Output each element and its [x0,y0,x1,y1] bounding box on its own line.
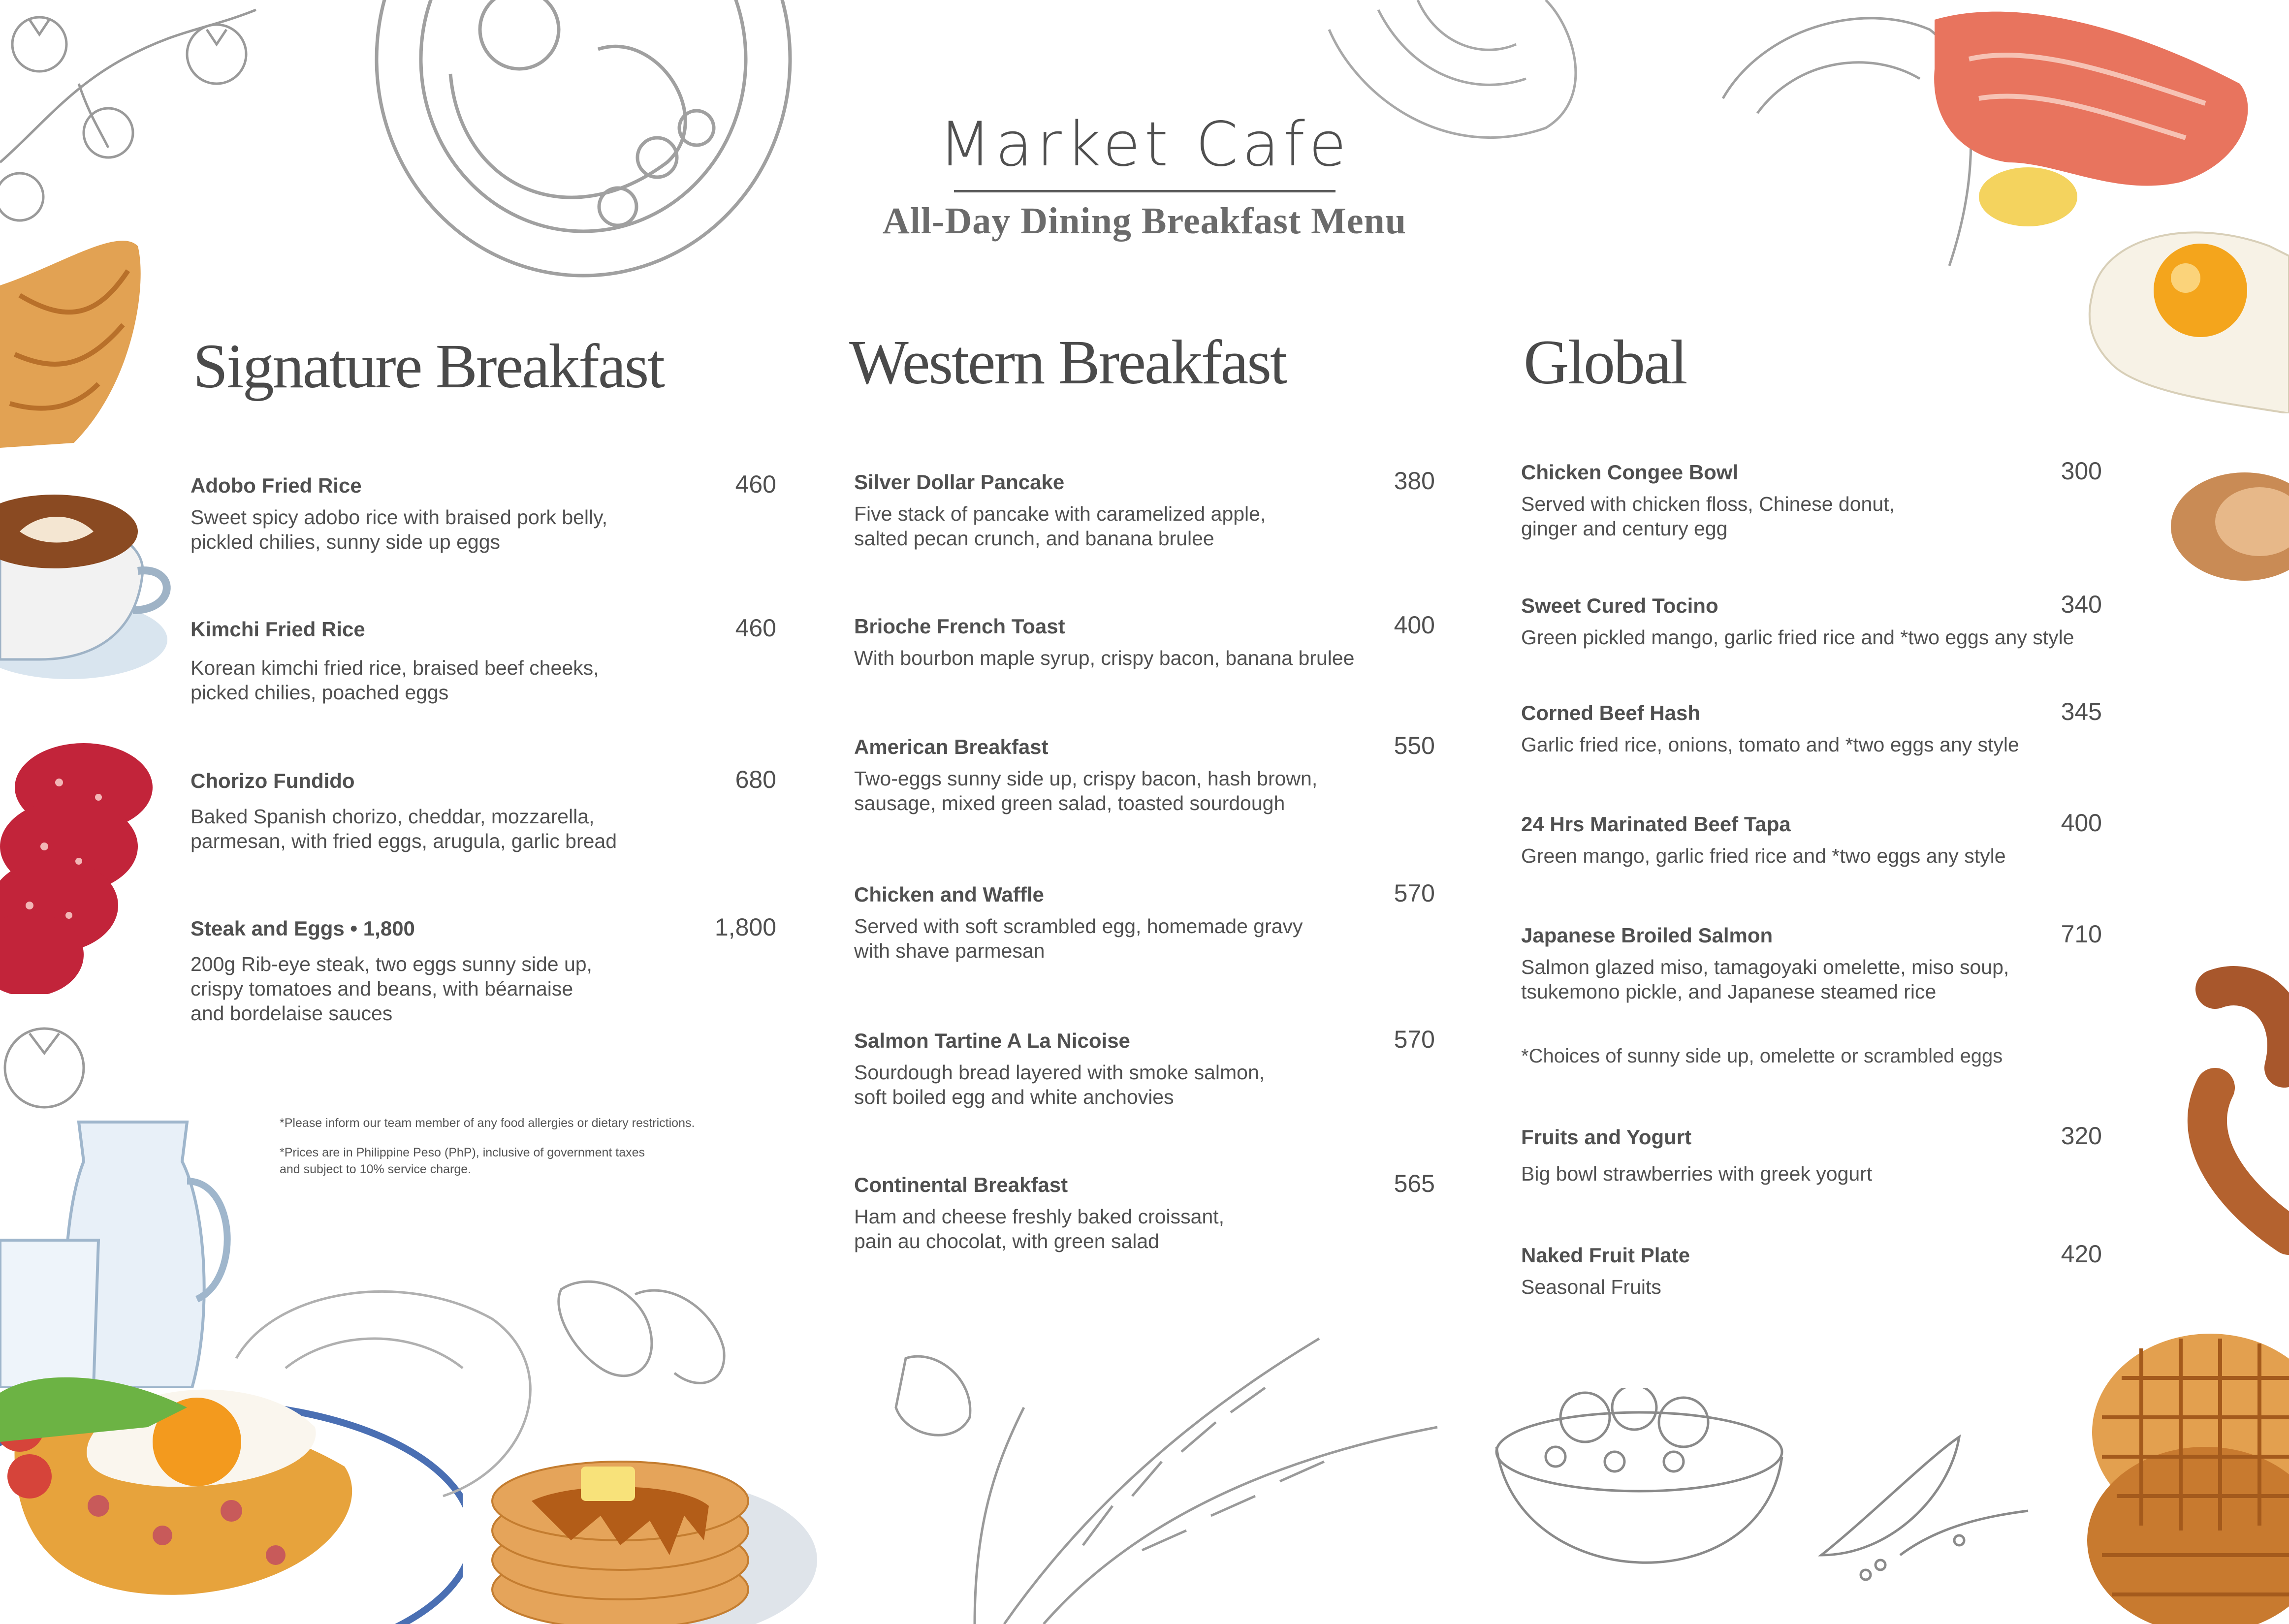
item-description: Seasonal Fruits [1521,1276,1661,1299]
tomato-sketch-icon [0,994,98,1122]
item-description: Five stack of pancake with caramelized apple, salted pecan crunch, and banana brulee [854,502,1266,550]
allergy-footnote: *Please inform our team member of any food allergies or dietary restrictions. [280,1116,695,1130]
item-description: Big bowl strawberries with greek yogurt [1521,1162,1873,1186]
item-name: Continental Breakfast [854,1173,1068,1196]
fruit-bowl-sketch-icon [1487,1388,1802,1624]
item-name: American Breakfast [854,735,1049,758]
item-price: 420 [2061,1240,2102,1268]
item-price: 345 [2061,698,2102,725]
section-title-global: Global [1524,327,1686,397]
item-description: Sweet spicy adobo rice with braised pork belly, pickled chilies, sunny side up eggs [191,506,607,554]
croissant-icon [0,226,148,448]
section-title-signature: Signature Breakfast [193,331,664,401]
item-description: Ham and cheese freshly baked croissant, pain au chocolat, with green salad [854,1205,1225,1253]
item-price: 1,800 [714,913,776,941]
item-description: 200g Rib-eye steak, two eggs sunny side up, crispy tomatoes and beans, with béarnaise and bordelaise sauces [191,953,592,1025]
item-name: Naked Fruit Plate [1521,1244,1690,1267]
item-name: Japanese Broiled Salmon [1521,924,1773,947]
menu-item [854,1170,1435,1253]
item-name: Salmon Tartine A La Nicoise [854,1029,1130,1052]
item-price: 570 [1394,1026,1435,1053]
menu-item [191,614,776,705]
bread-roll-icon [2166,468,2289,586]
section-title-western: Western Breakfast [849,327,1286,397]
item-price: 680 [735,766,776,793]
item-name: Chicken Congee Bowl [1521,461,1739,484]
pancake-stack-icon [473,1427,827,1624]
item-name: Adobo Fried Rice [191,474,362,497]
item-description: Green pickled mango, garlic fried rice and *two eggs any style [1521,626,2074,649]
menu-item [854,732,1435,815]
peapod-sketch-icon [1812,1427,2038,1585]
item-price: 300 [2061,457,2102,485]
menu-item [1521,1240,2102,1299]
item-name: Steak and Eggs • 1,800 [191,917,415,940]
item-name: Fruits and Yogurt [1521,1125,1692,1149]
item-description: Baked Spanish chorizo, cheddar, mozzarella, parmesan, with fried eggs, arugula, garlic bread [191,805,617,853]
item-name: 24 Hrs Marinated Beef Tapa [1521,812,1791,836]
item-name: Kimchi Fried Rice [191,618,365,641]
fried-egg-icon [2082,217,2289,413]
item-description: Two-eggs sunny side up, crispy bacon, hash brown, sausage, mixed green salad, toasted sourdough [854,767,1318,815]
item-price: 380 [1394,467,1435,495]
price-footnote: *Prices are in Philippine Peso (PhP), inclusive of government taxes and subject to 10% service charge. [280,1146,645,1176]
item-description: Served with chicken floss, Chinese donut, ginger and century egg [1521,493,1895,540]
item-name: Chorizo Fundido [191,769,355,792]
waffle-icon [2063,1319,2289,1624]
menu-item [1521,1122,2102,1186]
item-description: Korean kimchi fried rice, braised beef cheeks, picked chilies, poached eggs [191,656,599,704]
item-price: 320 [2061,1122,2102,1150]
item-price: 340 [2061,591,2102,618]
item-price: 460 [735,470,776,498]
item-price: 565 [1394,1170,1435,1197]
menu-item [191,470,776,554]
item-description: Garlic fried rice, onions, tomato and *two eggs any style [1521,733,2019,756]
menu-item [191,913,776,1026]
wheat-sketch-icon [876,1319,1467,1624]
item-price: 400 [2061,809,2102,837]
item-description: Green mango, garlic fried rice and *two eggs any style [1521,844,2006,868]
salami-icon [0,738,158,994]
item-description: Served with soft scrambled egg, homemade gravy with shave parmesan [854,915,1303,963]
restaurant-name: Market Cafe [938,109,1351,180]
item-description: Salmon glazed miso, tamagoyaki omelette, miso soup, tsukemono pickle, and Japanese steamed rice [1521,956,2009,1003]
sausage-icon [2186,960,2289,1275]
item-name: Silver Dollar Pancake [854,470,1065,494]
menu-item [854,1026,1435,1109]
menu-item [191,766,776,853]
menu-subtitle: All-Day Dining Breakfast Menu [882,200,1407,242]
title-divider [954,190,1335,192]
eggs-choice-note: *Choices of sunny side up, omelette or scrambled eggs [1521,1045,2003,1067]
bread-sketch-icon [551,1270,738,1398]
item-name: Chicken and Waffle [854,883,1044,906]
menu-item [1521,920,2102,1004]
item-name: Brioche French Toast [854,615,1065,638]
menu-item [854,611,1435,670]
menu-item [1521,698,2102,757]
menu-item [1521,809,2102,868]
item-price: 550 [1394,732,1435,759]
item-description: Sourdough bread layered with smoke salmon, soft boiled egg and white anchovies [854,1061,1265,1109]
item-price: 400 [1394,611,1435,639]
menu-item [1521,593,2102,650]
menu-item [854,467,1435,551]
item-name: Sweet Cured Tocino [1521,594,1718,617]
item-price: 460 [735,614,776,642]
item-name: Corned Beef Hash [1521,701,1701,724]
latte-cup-icon [0,482,177,689]
item-price: 570 [1394,879,1435,907]
item-description: With bourbon maple syrup, crispy bacon, banana brulee [854,647,1355,670]
menu-item [1521,457,2102,541]
menu-item [854,879,1435,963]
item-price: 710 [2061,920,2102,948]
